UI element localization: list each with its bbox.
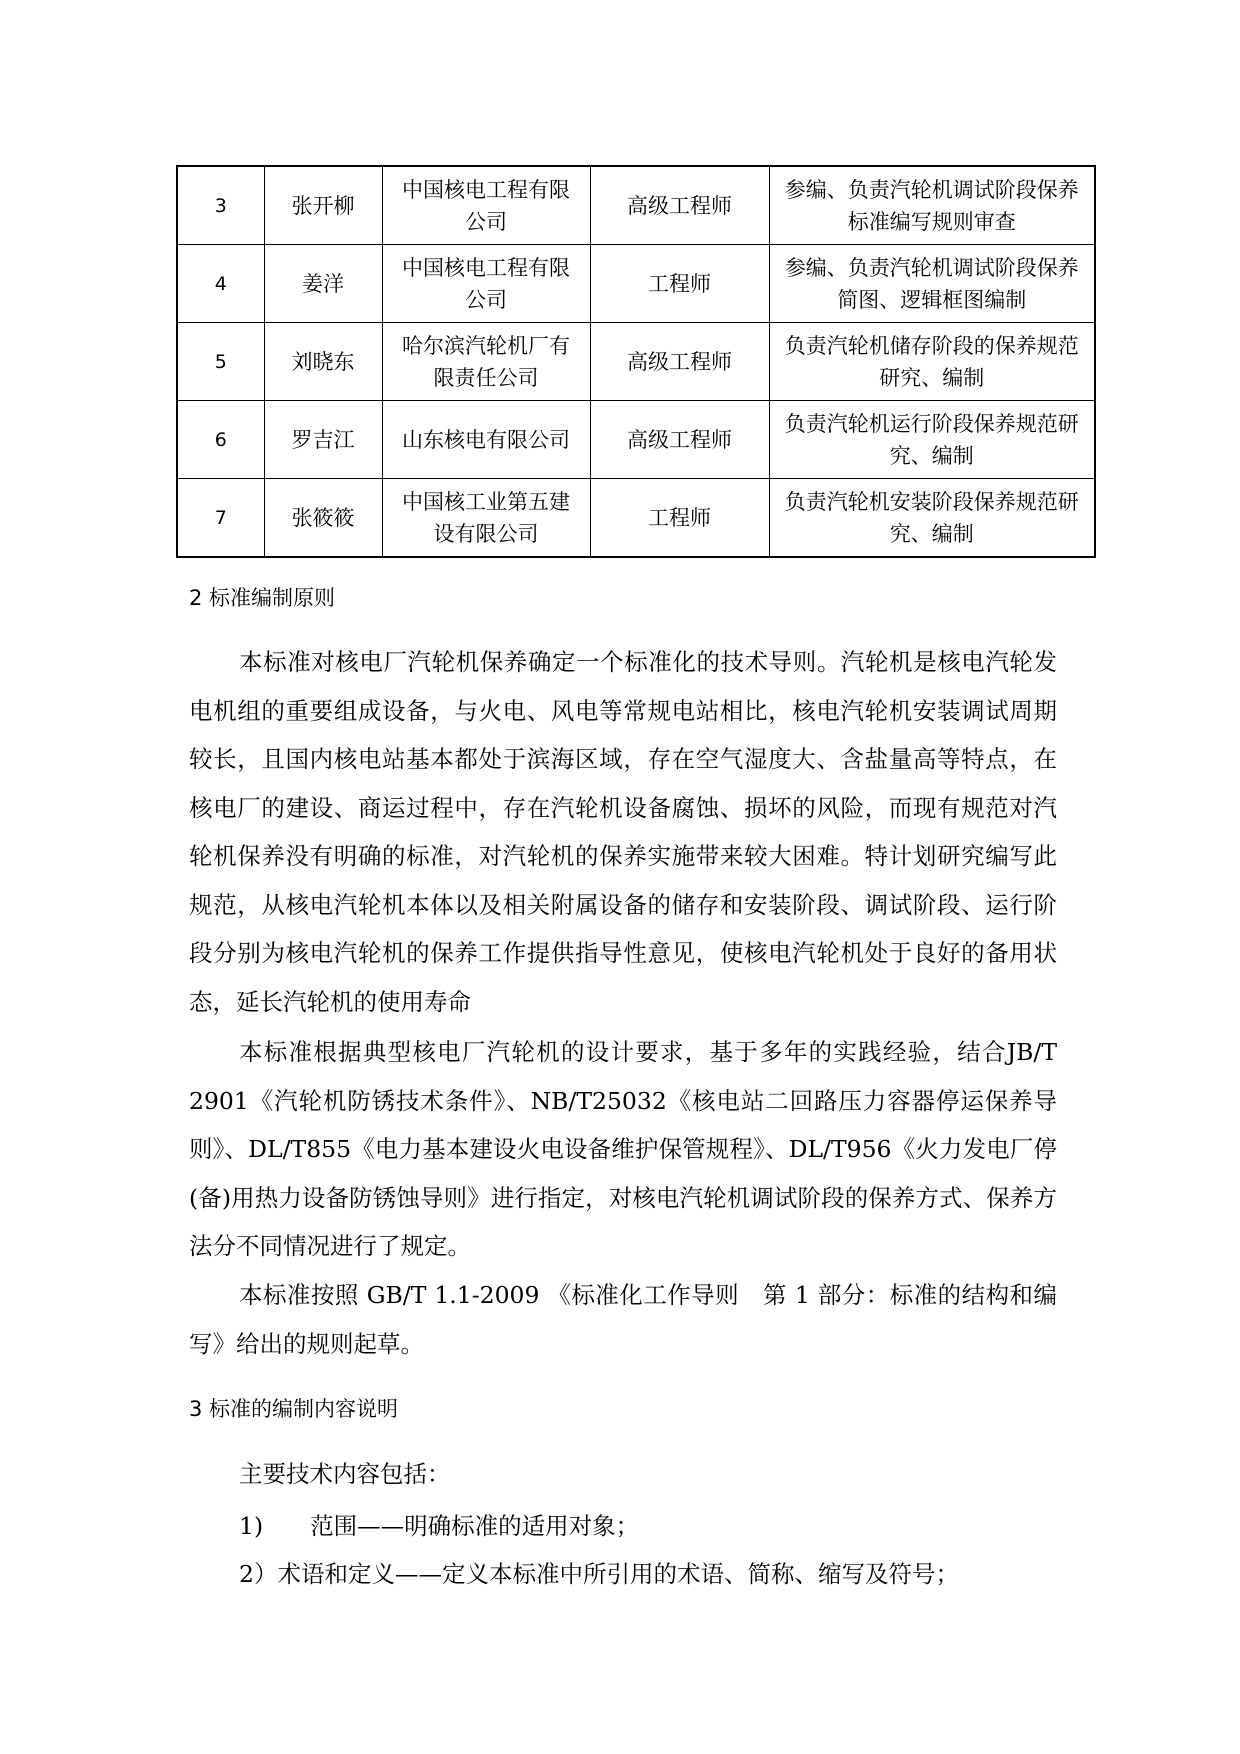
member-organization: 山东核电有限公司 — [382, 401, 590, 479]
member-organization: 中国核工业第五建设有限公司 — [382, 479, 590, 558]
member-name: 罗吉江 — [264, 401, 382, 479]
row-number: 7 — [177, 479, 264, 558]
list-item: 2）术语和定义——定义本标准中所引用的术语、简称、缩写及符号； — [239, 1560, 959, 1588]
member-title: 高级工程师 — [590, 401, 769, 479]
member-duty: 负责汽轮机安装阶段保养规范研究、编制 — [769, 479, 1095, 558]
member-organization: 中国核电工程有限公司 — [382, 166, 590, 245]
table-row — [177, 245, 1095, 323]
table-row — [177, 166, 1095, 245]
table-row — [177, 401, 1095, 479]
member-duty: 负责汽轮机储存阶段的保养规范研究、编制 — [769, 323, 1095, 401]
member-title: 工程师 — [590, 245, 769, 323]
member-duty: 负责汽轮机运行阶段保养规范研究、编制 — [769, 401, 1095, 479]
row-number: 6 — [177, 401, 264, 479]
section-2-heading: 2 标准编制原则 — [189, 586, 336, 610]
paragraph: 本标准按照 GB/T 1.1-2009 《标准化工作导则 第 1 部分：标准的结构和编写》给出的规则起草。 — [189, 1281, 1057, 1358]
member-duty: 参编、负责汽轮机调试阶段保养标准编写规则审查 — [769, 166, 1095, 245]
contributors-table — [176, 165, 1096, 558]
table-row — [177, 479, 1095, 558]
paragraph: 本标准对核电厂汽轮机保养确定一个标准化的技术导则。汽轮机是核电汽轮发电机组的重要组成设备，与火电、风电等常规电站相比，核电汽轮机安装调试周期较长，且国内核电站基本都处于滨海区域，存在空气湿度大、含盐量高等特点，在核电厂的建设、商运过程中，存在汽轮机设备腐蚀、损坏的风险，而现有规范对汽轮机保养没有明确的标准，对汽轮机的保养实施带来较大困难。特计划研究编写此规范，从核电汽轮机本体以及相关附属设备的储存和安装阶段、调试阶段、运行阶段分别为核电汽轮机的保养工作提供指导性意见，使核电汽轮机处于良好的备用状态，延长汽轮机的使用寿命 — [189, 648, 1057, 1016]
row-number: 4 — [177, 245, 264, 323]
member-name: 姜洋 — [264, 245, 382, 323]
member-title: 高级工程师 — [590, 166, 769, 245]
member-name: 刘晓东 — [264, 323, 382, 401]
list-item: 1) 范围——明确标准的适用对象； — [239, 1512, 640, 1540]
member-name: 张筱筱 — [264, 479, 382, 558]
member-organization: 中国核电工程有限公司 — [382, 245, 590, 323]
table-row — [177, 323, 1095, 401]
member-duty: 参编、负责汽轮机调试阶段保养简图、逻辑框图编制 — [769, 245, 1095, 323]
member-name: 张开柳 — [264, 166, 382, 245]
row-number: 3 — [177, 166, 264, 245]
paragraph: 本标准根据典型核电厂汽轮机的设计要求，基于多年的实践经验，结合JB/T 2901《汽轮机防锈技术条件》、NB/T25032《核电站二回路压力容器停运保养导则》、DL/T855《电力基本建设火电设备维护保管规程》、DL/T956《火力发电厂停(备)用热力设备防锈蚀导则》进行指定，对核电汽轮机调试阶段的保养方式、保养方法分不同情况进行了规定。 — [189, 1038, 1057, 1260]
section-3-heading: 3 标准的编制内容说明 — [189, 1397, 399, 1421]
member-organization: 哈尔滨汽轮机厂有限责任公司 — [382, 323, 590, 401]
member-title: 高级工程师 — [590, 323, 769, 401]
member-title: 工程师 — [590, 479, 769, 558]
intro-text: 主要技术内容包括： — [239, 1460, 451, 1488]
row-number: 5 — [177, 323, 264, 401]
